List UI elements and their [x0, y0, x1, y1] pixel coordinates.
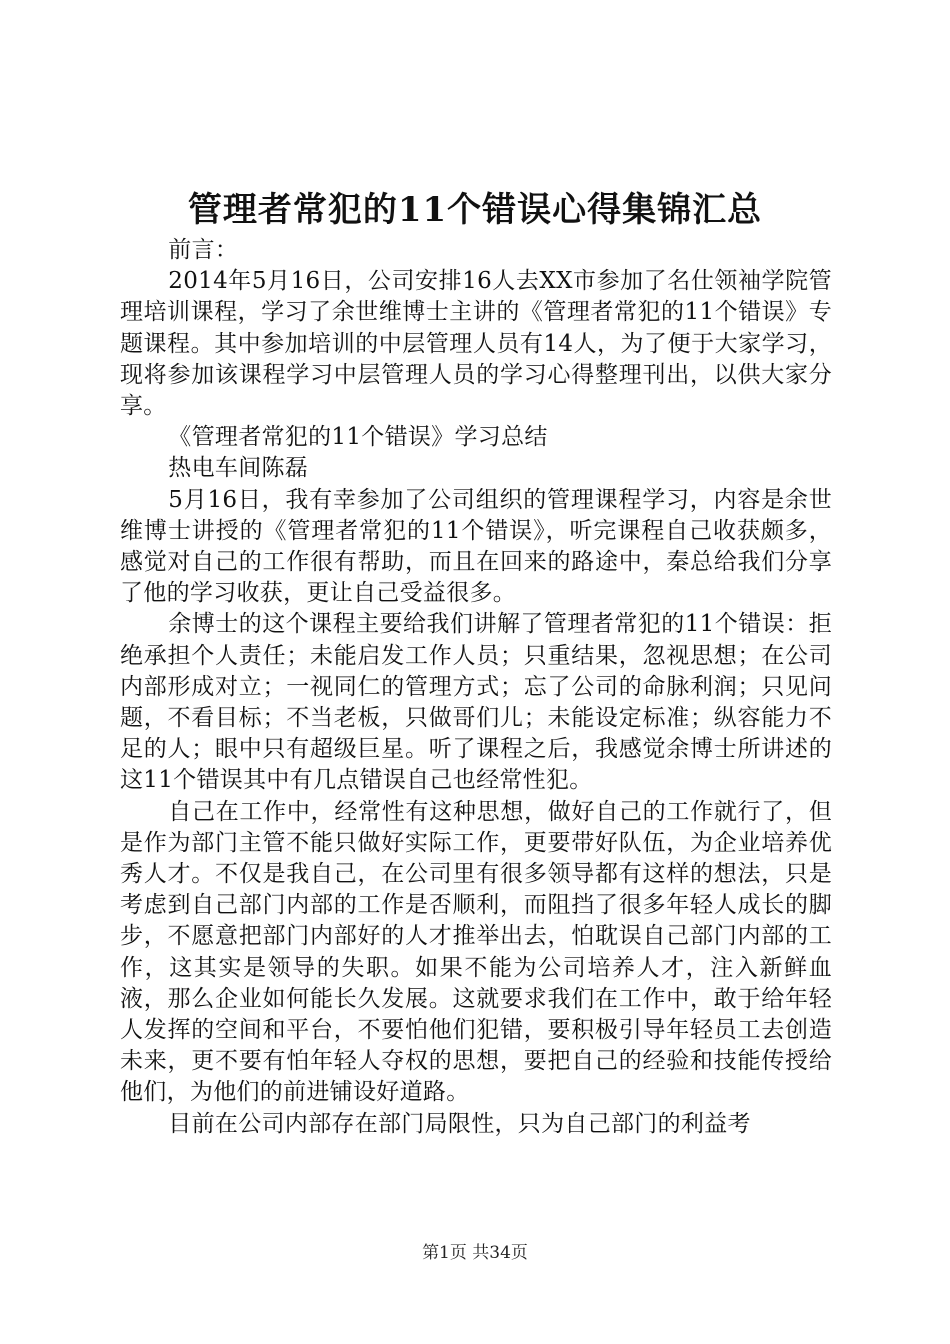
paragraph-body: 目前在公司内部存在部门局限性，只为自己部门的利益考 — [168, 1110, 751, 1137]
paragraph-intro: 2014年5月16日，公司安排16人去XX市参加了名仕领袖学院管理培训课程，学习了余世维博士主讲的《管理者常犯的11个错误》专题课程。其中参加培训的中层管理人员有14人，为了便于大家学习，现将参加该课程学习中层管理人员的学习心得整理刊出，以供大家分享。 — [120, 268, 832, 420]
preface-label: 前言： — [168, 237, 239, 263]
document-body — [120, 235, 832, 1140]
paragraph-body: 自己在工作中，经常性有这种思想，做好自己的工作就行了，但是作为部门主管不能只做好实际工作，更要带好队伍，为企业培养优秀人才。不仅是我自己，在公司里有很多领导都有这样的想法，只是考虑到自己部门内部的工作是否顺利，而阻挡了很多年轻人成长的脚步，不愿意把部门内部好的人才推举出去，怕耽误自己部门内部的工作，这其实是领导的失职。如果不能为公司培养人才，注入新鲜血液，那么企业如何能长久发展。这就要求我们在工作中，敢于给年轻人发挥的空间和平台，不要怕他们犯错，要积极引导年轻员工去创造未来，更不要有怕年轻人夺权的思想，要把自己的经验和技能传授给他们，为他们的前进铺设好道路。 — [120, 798, 832, 1106]
section-heading: 《管理者常犯的11个错误》学习总结 — [168, 424, 548, 451]
paragraph-body: 余博士的这个课程主要给我们讲解了管理者常犯的11个错误：拒绝承担个人责任；未能启发工作人员；只重结果，忽视思想；在公司内部形成对立；一视同仁的管理方式；忘了公司的命脉利润；只见问题，不看目标；不当老板，只做哥们儿；未能设定标准；纵容能力不足的人；眼中只有超级巨星。听了课程之后，我感觉余博士所讲述的这11个错误其中有几点错误自己也经常性犯。 — [120, 611, 832, 794]
page-number-footer: 第1页 共34页 — [422, 1243, 528, 1263]
paragraph-body: 5月16日，我有幸参加了公司组织的管理课程学习，内容是余世维博士讲授的《管理者常犯的11个错误》，听完课程自己收获颇多，感觉对自己的工作很有帮助，而且在回来的路途中，秦总给我们分享了他的学习收获，更让自己受益很多。 — [120, 486, 832, 607]
author-line: 热电车间陈磊 — [168, 455, 309, 482]
document-title: 管理者常犯的11个错误心得集锦汇总 — [187, 190, 763, 230]
